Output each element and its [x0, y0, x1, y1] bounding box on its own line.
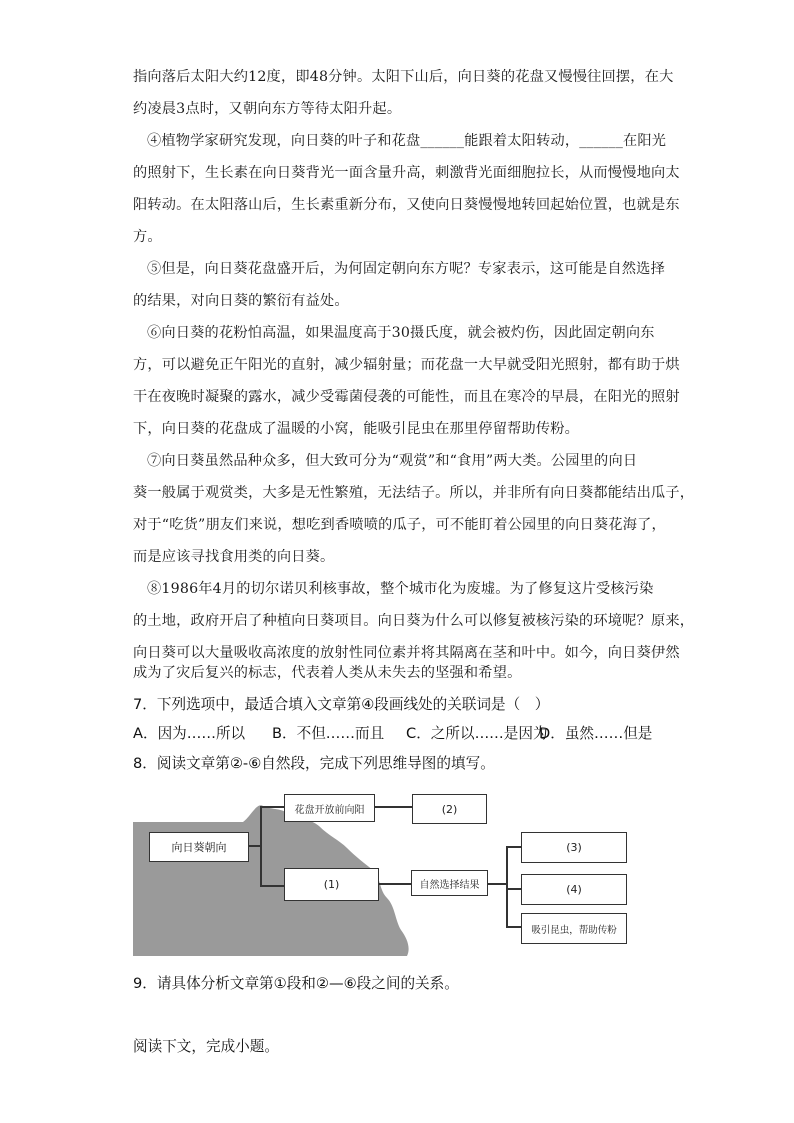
passage-line: ⑦向日葵虽然品种众多，但大致可分为“观赏”和“食用”两大类。公园里的向日	[147, 453, 638, 469]
passage-line: 葵一般属于观赏类，大多是无性繁殖，无法结子。所以，并非所有向日葵都能结出瓜子，	[133, 485, 695, 501]
passage-line: 阳转动。在太阳落山后，生长素重新分布，又使向日葵慢慢地转回起始位置，也就是东	[133, 197, 680, 213]
passage-line: 而是应该寻找食用类的向日葵。	[133, 549, 335, 565]
leaf-node-pollination: 吸引昆虫，帮助传粉	[521, 913, 627, 944]
passage-line: 向日葵可以大量吸收高浓度的放射性同位素并将其隔离在茎和叶中。如今，向日葵伊然	[133, 645, 680, 661]
passage-line: 的照射下，生长素在向日葵背光一面含量升高，刺激背光面细胞拉长，从而慢慢地向太	[133, 165, 680, 181]
question-7-stem: 7．下列选项中，最适合填入文章第④段画线处的关联词是（ ）	[133, 696, 550, 713]
passage-line: 方，可以避免正午阳光的直射，减少辐射量；而花盘一大早就受阳光照射，都有助于烘	[133, 357, 680, 373]
blank-node-2: (2)	[412, 794, 487, 824]
question-9-stem: 9．请具体分析文章第①段和②—⑥段之间的关系。	[133, 975, 459, 992]
option-d: D．虽然……但是	[539, 725, 653, 742]
passage-line: 方。	[133, 229, 162, 245]
blank-node-1: (1)	[284, 868, 379, 901]
blank-node-4: (4)	[521, 874, 627, 905]
passage-line: ⑧1986年4月的切尔诺贝利核事故，整个城市化为废墟。为了修复这片受核污染	[147, 581, 654, 597]
passage-line: 指向落后太阳大约12度，即48分钟。太阳下山后，向日葵的花盘又慢慢往回摆，在大	[133, 69, 674, 85]
reading-instruction: 阅读下文，完成小题。	[133, 1038, 279, 1055]
passage-line: 成为了灾后复兴的标志，代表着人类从未失去的坚强和希望。	[133, 665, 522, 681]
mind-map-diagram	[133, 780, 661, 960]
passage-line: 对于“吃货”朋友们来说，想吃到香喷喷的瓜子，可不能盯着公园里的向日葵花海了，	[133, 517, 666, 533]
option-c: C．之所以……是因为	[406, 725, 548, 742]
passage-line: 约凌晨3点时，又朝向东方等待太阳升起。	[133, 101, 402, 117]
natural-selection-node: 自然选择结果	[411, 870, 488, 896]
passage-line: 下，向日葵的花盘成了温暖的小窝，能吸引昆虫在那里停留帮助传粉。	[133, 421, 580, 437]
passage-line: ⑥向日葵的花粉怕高温，如果温度高于30摄氏度，就会被灼伤，因此固定朝向东	[147, 325, 655, 341]
passage-line: 的结果，对向日葵的繁衍有益处。	[133, 293, 349, 309]
question-8-stem: 8．阅读文章第②-⑥自然段，完成下列思维导图的填写。	[133, 755, 495, 772]
passage-line: ④植物学家研究发现，向日葵的叶子和花盘______能跟着太阳转动，______在阳光	[147, 133, 667, 149]
option-b: B．不但……而且	[272, 725, 385, 742]
branch-node-before-bloom: 花盘开放前向阳	[284, 794, 375, 822]
root-node: 向日葵朝向	[149, 832, 249, 862]
passage-line: 的土地，政府开启了种植向日葵项目。向日葵为什么可以修复被核污染的环境呢？原来，	[133, 613, 695, 629]
passage-line: ⑤但是，向日葵花盘盛开后，为何固定朝向东方呢？专家表示，这可能是自然选择	[147, 261, 665, 277]
passage-line: 干在夜晚时凝聚的露水，减少受霉菌侵袭的可能性，而且在寒冷的早晨，在阳光的照射	[133, 389, 680, 405]
blank-node-3: (3)	[521, 832, 627, 863]
option-a: A．因为……所以	[133, 725, 246, 742]
